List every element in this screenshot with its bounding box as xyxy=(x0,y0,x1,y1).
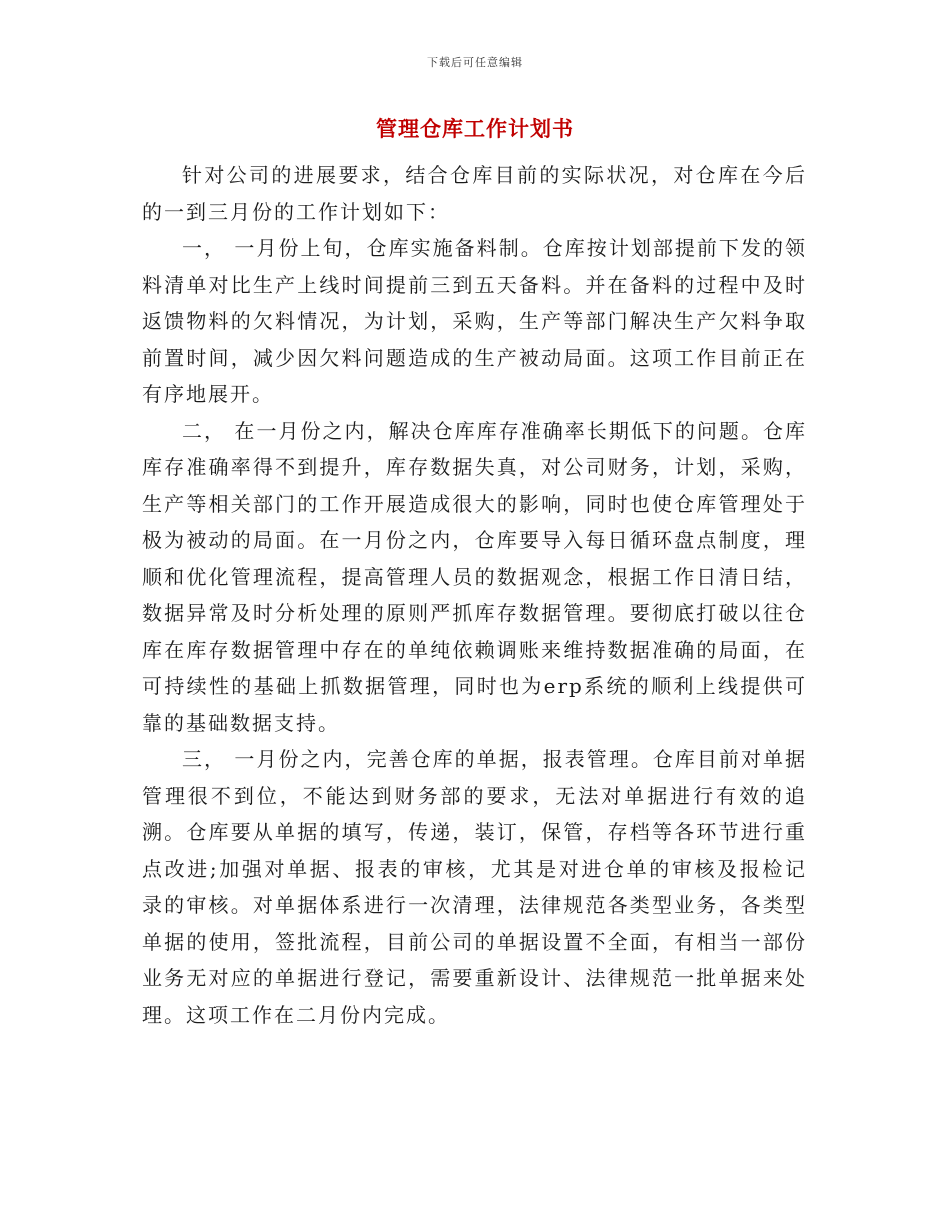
paragraph-item-1: 一， 一月份上旬，仓库实施备料制。仓库按计划部提前下发的领料清单对比生产上线时间提前三到五天备料。并在备料的过程中及时返馈物料的欠料情况，为计划，采购，生产等部门解决生产欠料争取前置时间，减少因欠料问题造成的生产被动局面。这项工作目前正在有序地展开。 xyxy=(142,236,807,406)
paragraph-item-2: 二， 在一月份之内，解决仓库库存准确率长期低下的问题。仓库库存准确率得不到提升，库存数据失真，对公司财务，计划，采购，生产等相关部门的工作开展造成很大的影响，同时也使仓库管理处于极为被动的局面。在一月份之内，仓库要导入每日循环盘点制度，理顺和优化管理流程，提高管理人员的数据观念，根据工作日清日结，数据异常及时分析处理的原则严抓库存数据管理。要彻底打破以往仓库在库存数据管理中存在的单纯依赖调账来维持数据准确的局面，在可持续性的基础上抓数据管理，同时也为erp系统的顺利上线提供可靠的基础数据支持。 xyxy=(142,418,807,735)
document-title: 管理仓库工作计划书 xyxy=(376,116,574,141)
paragraph-item-3: 三， 一月份之内，完善仓库的单据，报表管理。仓库目前对单据管理很不到位，不能达到财务部的要求，无法对单据进行有效的追溯。仓库要从单据的填写，传递，装订，保管，存档等各环节进行重点改进;加强对单据、报表的审核，尤其是对进仓单的审核及报检记录的审核。对单据体系进行一次清理，法律规范各类型业务，各类型单据的使用，签批流程，目前公司的单据设置不全面，有相当一部份业务无对应的单据进行登记，需要重新设计、法律规范一批单据来处理。这项工作在二月份内完成。 xyxy=(142,747,807,1027)
header-note: 下载后可任意编辑 xyxy=(427,56,523,69)
paragraph-intro: 针对公司的进展要求，结合仓库目前的实际状况，对仓库在今后的一到三月份的工作计划如下： xyxy=(142,163,807,224)
document-body xyxy=(142,157,807,1033)
